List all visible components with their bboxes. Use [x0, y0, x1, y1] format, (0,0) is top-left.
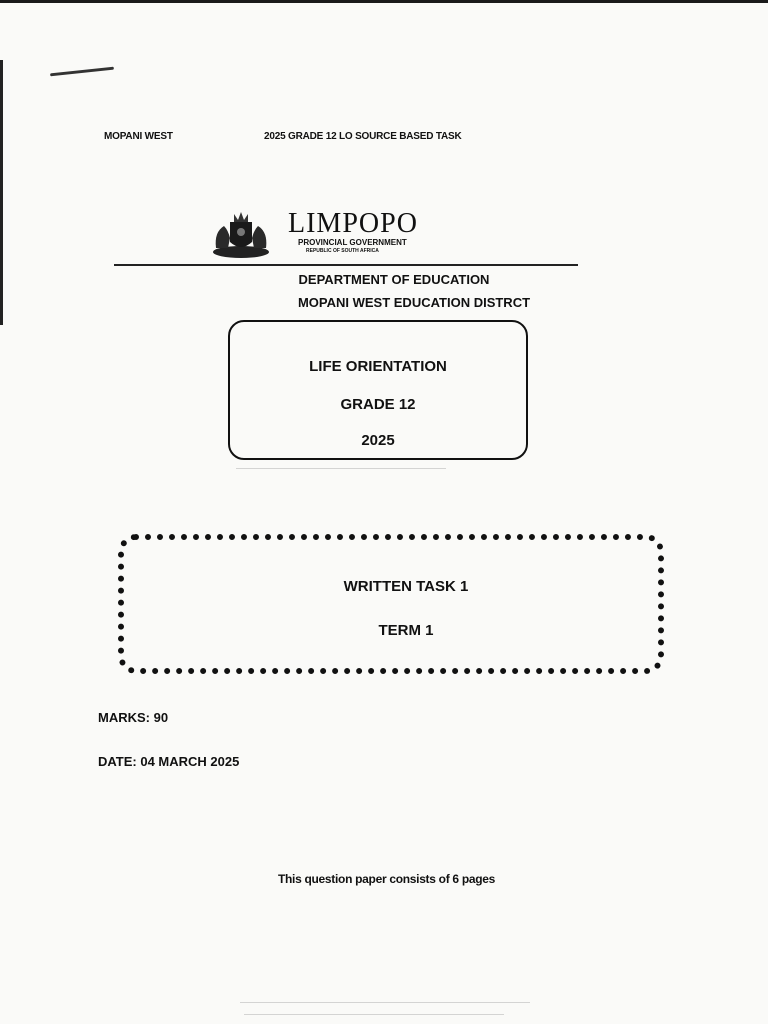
header-district: MOPANI WEST: [104, 131, 173, 142]
date-label: DATE: 04 MARCH 2025: [98, 754, 240, 769]
subject-name: LIFE ORIENTATION: [309, 358, 447, 375]
logo-country: REPUBLIC OF SOUTH AFRICA: [306, 248, 379, 254]
logo-subtitle: PROVINCIAL GOVERNMENT: [298, 238, 407, 247]
header-task-title: 2025 GRADE 12 LO SOURCE BASED TASK: [264, 131, 462, 142]
year-label: 2025: [361, 432, 395, 449]
scan-edge-top: [0, 0, 768, 3]
grade-label: GRADE 12: [340, 396, 416, 413]
header-rule: [114, 264, 578, 266]
coat-of-arms-icon: [208, 208, 274, 260]
scan-noise: [236, 468, 446, 469]
page-count-note: This question paper consists of 6 pages: [278, 872, 496, 886]
task-label: WRITTEN TASK 1: [343, 578, 469, 595]
pen-mark: [50, 67, 114, 77]
logo-name: LIMPOPO: [288, 208, 418, 239]
scan-noise: [244, 1014, 504, 1015]
scan-noise: [240, 1002, 530, 1003]
term-label: TERM 1: [378, 622, 434, 639]
department-title: DEPARTMENT OF EDUCATION: [298, 272, 490, 287]
marks-label: MARKS: 90: [98, 710, 169, 725]
task-box: [118, 534, 664, 674]
subject-box: [228, 320, 528, 460]
district-title: MOPANI WEST EDUCATION DISTRCT: [297, 295, 531, 310]
